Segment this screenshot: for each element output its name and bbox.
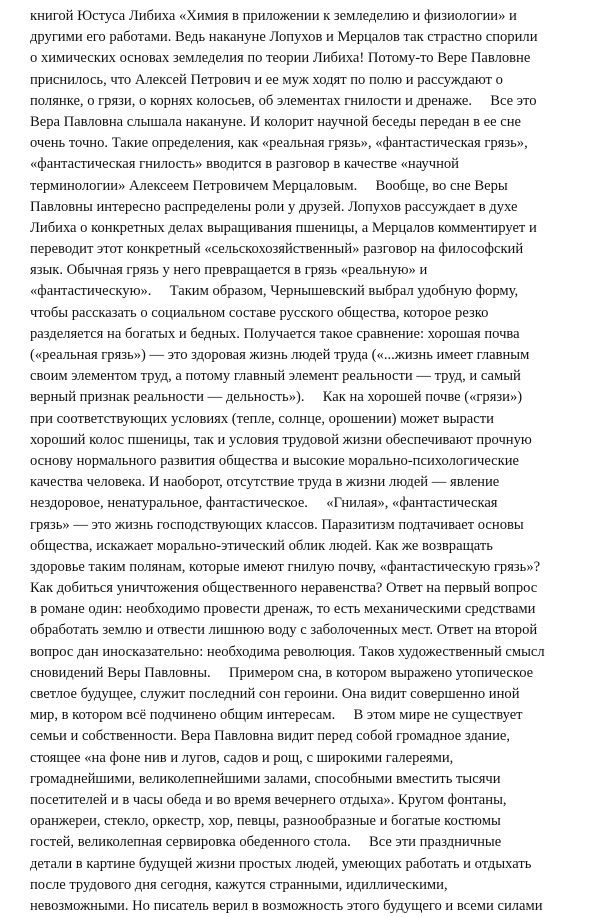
- text-line: сновидений Веры Павловны. Примером сна, в котором выражено утопическое: [30, 664, 534, 681]
- text-line: основу нормального развития общества и высокие морально-психологические: [30, 452, 520, 469]
- text-line: очень точно. Такие определения, как «реальная грязь», «фантастическая грязь»,: [30, 135, 528, 152]
- text-line: своим элементом труд, а потому главный элемент реальности — труд, и самый: [30, 368, 521, 385]
- text-line: гостей, великолепная сервировка обеденного стола. Все эти праздничные: [30, 834, 502, 851]
- text-line: Либиха о конкретных делах выращивания пшеницы, а Мерцалов комментирует и: [30, 219, 537, 236]
- text-line: общества, искажает морально-этический облик людей. Как же возвращать: [30, 537, 493, 554]
- text-line: терминологии» Алексеем Петровичем Мерцаловым. Вообще, во сне Веры: [30, 177, 508, 194]
- text-line: при соответствующих условиях (тепле, солнце, орошении) может вырасти: [30, 410, 494, 427]
- text-line: язык. Обычная грязь у него превращается в грязь «реальную» и: [30, 262, 428, 279]
- text-line: переводит этот конкретный «сельскохозяйственный» разговор на философский: [30, 241, 524, 258]
- text-line: качества человека. И наоборот, отсутствие труда в жизни людей — явление: [30, 474, 500, 491]
- text-line: громаднейшими, великолепнейшими залами, способными вместить тысячи: [30, 770, 501, 787]
- text-line: Вера Павловна слышала накануне. И колорит научной беседы передан в ее сне: [30, 113, 522, 130]
- document-text: [30, 6, 575, 917]
- text-line: чтобы рассказать о социальном составе русского общества, которое резко: [30, 304, 489, 321]
- text-line: приснилось, что Алексей Петрович и ее муж ходят по полю и рассуждают о: [30, 71, 503, 88]
- text-line: светлое будущее, служит последний сон героини. Она видит совершенно иной: [30, 686, 520, 702]
- text-line: верный признак реальности — дельность»). Как на хорошей почве («грязи»): [30, 389, 523, 406]
- text-line: нездоровое, ненатуральное, фантастическое. «Гнилая», «фантастическая: [30, 495, 498, 512]
- text-line: разделяется на богатых и бедных. Получается такое сравнение: хорошая почва: [30, 325, 520, 342]
- text-line: «фантастическую». Таким образом, Чернышевский выбрал удобную форму,: [30, 283, 519, 300]
- text-line: здоровье таким полянам, которые имеют гнилую почву, «фантастическую грязь»?: [30, 558, 541, 575]
- text-line: в романе один: необходимо провести дренаж, то есть механическими средствами: [30, 601, 536, 618]
- text-line: грязь» — это жизнь господствующих классов. Паразитизм подтачивает основы: [30, 516, 524, 533]
- text-line: о химических основах земледелия по теории Либиха! Потому-то Вере Павловне: [30, 50, 531, 67]
- text-line: обработать землю и отвести лишнюю воду с заболоченных мест. Ответ на второй: [30, 622, 538, 639]
- text-line: («реальная грязь») — это здоровая жизнь людей труда («...жизнь имеет главным: [30, 347, 530, 363]
- text-line: Павловны интересно распределены роли у друзей. Лопухов рассуждает в духе: [30, 198, 518, 215]
- text-line: мир, в котором всё подчинено общим интересам. В этом мире не существует: [30, 707, 523, 724]
- text-line: другими его работами. Ведь накануне Лопухов и Мерцалов так страстно спорили: [30, 29, 538, 46]
- text-line: хороший колос пшеницы, так и условия трудовой жизни обеспечивают прочную: [30, 431, 532, 448]
- text-line: невозможными. Но писатель верил в возможность этого будущего и всеми силами: [30, 897, 543, 914]
- text-line: «фантастическая гнилость» вводится в разговор в качестве «научной: [30, 156, 459, 173]
- text-line: полянке, о грязи, о корнях колосьев, об элементах гнилости и дренаже. Все это: [30, 92, 537, 109]
- text-line: посетителей и в часы обеда и во время вечернего отдыха». Кругом фонтаны,: [30, 791, 507, 808]
- text-line: книгой Юстуса Либиха «Химия в приложении к земледелию и физиологии» и: [30, 8, 517, 24]
- text-line: после трудового дня сегодня, кажутся странными, идиллическими,: [30, 876, 448, 893]
- text-line: детали в картине будущей жизни простых людей, умеющих работать и отдыхать: [30, 855, 532, 872]
- text-line: вопрос дан иносказательно: необходима революция. Таков художественный смысл: [30, 643, 545, 660]
- text-line: стоящее «на фоне нив и лугов, садов и рощ, с широкими галереями,: [30, 749, 454, 766]
- text-line: семьи и собственности. Вера Павловна видит перед собой громадное здание,: [30, 728, 511, 745]
- text-line: оранжереи, стекло, оркестр, хор, певцы, разнообразные и богатые костюмы: [30, 813, 501, 830]
- text-line: Как добиться уничтожения общественного неравенства? Ответ на первый вопрос: [30, 580, 538, 597]
